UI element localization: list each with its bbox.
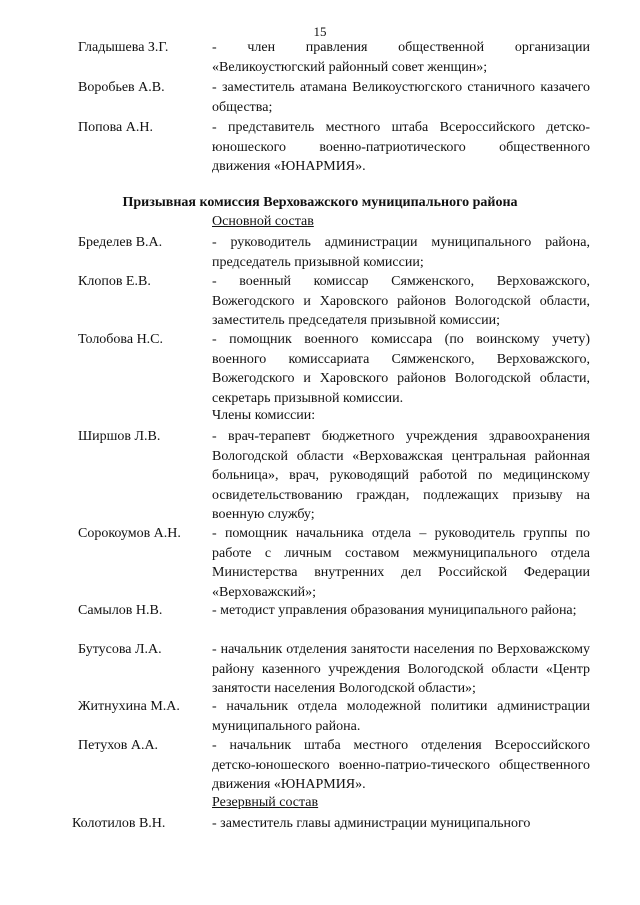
page-number: 15 [313, 24, 327, 39]
member-name: Попова А.Н. [78, 120, 153, 135]
member-name: Бределев В.А. [78, 235, 163, 250]
member-role: - начальник штаба местного отделения Всероссийского детско-юношеского военно-патрио-тического общественного движения «ЮНАРМИЯ». [212, 738, 590, 792]
member-role: - военный комиссар Сямженского, Верховажского, Вожегодского и Харовского районов Вологодской области, заместитель председателя призывной комиссии; [212, 274, 590, 328]
member-name: Петухов А.А. [78, 738, 159, 753]
member-role: - помощник начальника отдела – руководитель группы по работе с личным составом межмуниципального отдела Министерства внутренних дел Российской Федерации «Верховажский»; [212, 526, 590, 600]
section-heading: Призывная комиссия Верховажского муниципального района [122, 195, 518, 210]
reserve-composition-label: Резервный состав [212, 795, 319, 810]
member-name: Бутусова Л.А. [78, 642, 162, 657]
member-role: - начальник отдела молодежной политики администрации муниципального района. [212, 699, 590, 734]
member-name: Ширшов Л.В. [78, 429, 161, 444]
member-name: Гладышева З.Г. [78, 40, 169, 55]
member-role: - руководитель администрации муниципального района, председатель призывной комиссии; [212, 235, 590, 270]
member-role: - заместитель главы администрации муниципального [212, 816, 531, 831]
member-name: Житнухина М.А. [78, 699, 180, 714]
member-role: - методист управления образования муниципального района; [212, 603, 577, 618]
member-role: - член правления общественной организации «Великоустюгский районный совет женщин»; [212, 40, 590, 75]
member-role: - начальник отделения занятости населения по Верховажскому району казенного учреждения Вологодской области «Центр занятости населения Вологодской области»; [212, 642, 590, 696]
member-name: Толобова Н.С. [78, 332, 164, 347]
member-name: Самылов Н.В. [78, 603, 163, 618]
member-role: - представитель местного штаба Всероссийского детско-юношеского военно-патриотического общественного движения «ЮНАРМИЯ». [212, 120, 590, 174]
member-role: - врач-терапевт бюджетного учреждения здравоохранения Вологодской области «Верховажская центральная районная больница», врач, руководящий работой по медицинскому освидетельствованию граждан, подлежащих призыву на военную службу; [212, 429, 590, 522]
main-composition-label: Основной состав [212, 214, 314, 229]
commission-members-label: Члены комиссии: [212, 408, 316, 423]
member-name: Колотилов В.Н. [72, 816, 166, 831]
member-name: Сорокоумов А.Н. [78, 526, 181, 541]
member-name: Клопов Е.В. [78, 274, 151, 289]
member-name: Воробьев А.В. [78, 80, 165, 95]
member-role: - помощник военного комиссара (по воинскому учету) военного комиссариата Сямженского, Верховажского, Вожегодского и Харовского районов Вологодской области, секретарь призывной комиссии. [212, 332, 590, 406]
member-role: - заместитель атамана Великоустюгского станичного казачего общества; [212, 80, 590, 115]
